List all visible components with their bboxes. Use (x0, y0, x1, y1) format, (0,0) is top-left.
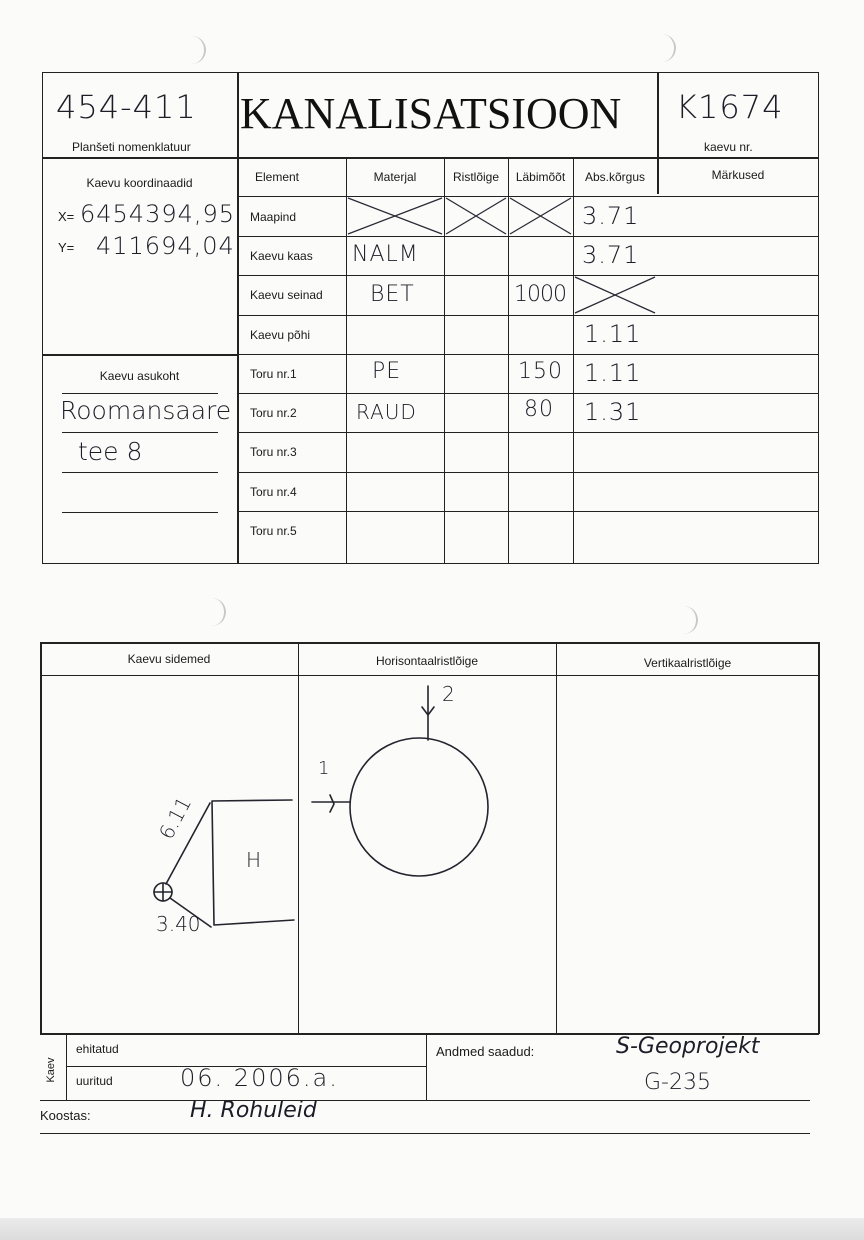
column-header-element: Element (254, 170, 300, 184)
x-coordinate-value: 6454394,95 (80, 200, 236, 228)
data-received-value-1: S-Geoprojekt (616, 1034, 760, 1059)
surveyed-label: uuritud (76, 1074, 113, 1088)
pipe-2-label: 2 (442, 682, 456, 706)
sketch-header-horizontal: Horisontaalristlõige (375, 654, 479, 668)
y-coordinate-label: Y= (58, 240, 75, 255)
toru-2-materjal-value: RAUD (356, 400, 417, 424)
row-label-maapind: Maapind (250, 210, 297, 224)
y-coordinate-value: 411694,04 (96, 232, 235, 260)
sheet-nomenclature-label: Planšeti nomenklatuur (72, 140, 191, 154)
location-label: Kaevu asukoht (99, 369, 180, 383)
kaevu-seinad-labimoot-value: 1000 (514, 282, 566, 307)
kaev-label: Kaev (45, 1057, 57, 1083)
house-label: H (246, 848, 263, 872)
maapind-abs-value: 3.71 (582, 202, 640, 230)
sheet-nomenclature-value: 454-411 (56, 88, 197, 126)
toru-2-labimoot-value: 80 (524, 397, 554, 422)
coordinates-label: Kaevu koordinaadid (86, 176, 193, 190)
x-coordinate-label: X= (58, 209, 75, 224)
compiled-label: Koostas: (40, 1108, 91, 1123)
tie-distance-2: 3.40 (156, 912, 201, 936)
row-label-toru-3: Toru nr.3 (250, 445, 297, 459)
row-label-toru-5: Toru nr.5 (250, 524, 297, 538)
location-line-1: Roomansaare (60, 396, 232, 425)
row-label-toru-2: Toru nr.2 (250, 406, 297, 420)
toru-1-labimoot-value: 150 (518, 359, 563, 384)
row-label-kaevu-kaas: Kaevu kaas (250, 249, 313, 263)
row-label-kaevu-pohi: Kaevu põhi (250, 328, 311, 342)
well-number-label: kaevu nr. (704, 140, 753, 154)
kaevu-kaas-materjal-value: NALM (352, 242, 419, 267)
sketch-header-vertical: Vertikaalristlõige (643, 656, 732, 670)
built-label: ehitatud (76, 1042, 119, 1056)
scan-bottom-edge (0, 1218, 864, 1240)
data-received-value-2: G-235 (644, 1070, 711, 1095)
kaevu-pohi-abs-value: 1.11 (584, 320, 642, 348)
kaevu-kaas-abs-value: 3.71 (582, 241, 640, 269)
data-received-label: Andmed saadud: (436, 1044, 535, 1059)
toru-1-abs-value: 1.11 (584, 359, 642, 387)
surveyed-value: 06. 2006.a. (180, 1064, 339, 1092)
kaevu-seinad-materjal-value: BET (370, 282, 415, 307)
row-label-toru-1: Toru nr.1 (250, 367, 297, 381)
location-line-2: tee 8 (78, 437, 143, 466)
toru-2-abs-value: 1.31 (584, 398, 642, 426)
row-label-kaevu-seinad: Kaevu seinad (250, 288, 323, 302)
column-header-markused: Märkused (711, 168, 765, 182)
row-label-toru-4: Toru nr.4 (250, 485, 297, 499)
tie-distance-1: 6.11 (154, 792, 197, 844)
page-title: KANALISATSIOON (240, 89, 622, 138)
column-header-ristloige: Ristlõige (452, 170, 500, 184)
sketch-header-ties: Kaevu sidemed (127, 652, 211, 666)
well-number-value: K1674 (676, 88, 784, 126)
column-header-labimoot: Läbimõõt (515, 170, 566, 184)
compiled-value: H. Rohuleid (190, 1098, 317, 1123)
toru-1-materjal-value: PE (372, 359, 402, 384)
pipe-1-label: 1 (318, 758, 331, 779)
column-header-materjal: Materjal (373, 170, 417, 184)
column-header-abs-korgus: Abs.kõrgus (584, 170, 646, 184)
